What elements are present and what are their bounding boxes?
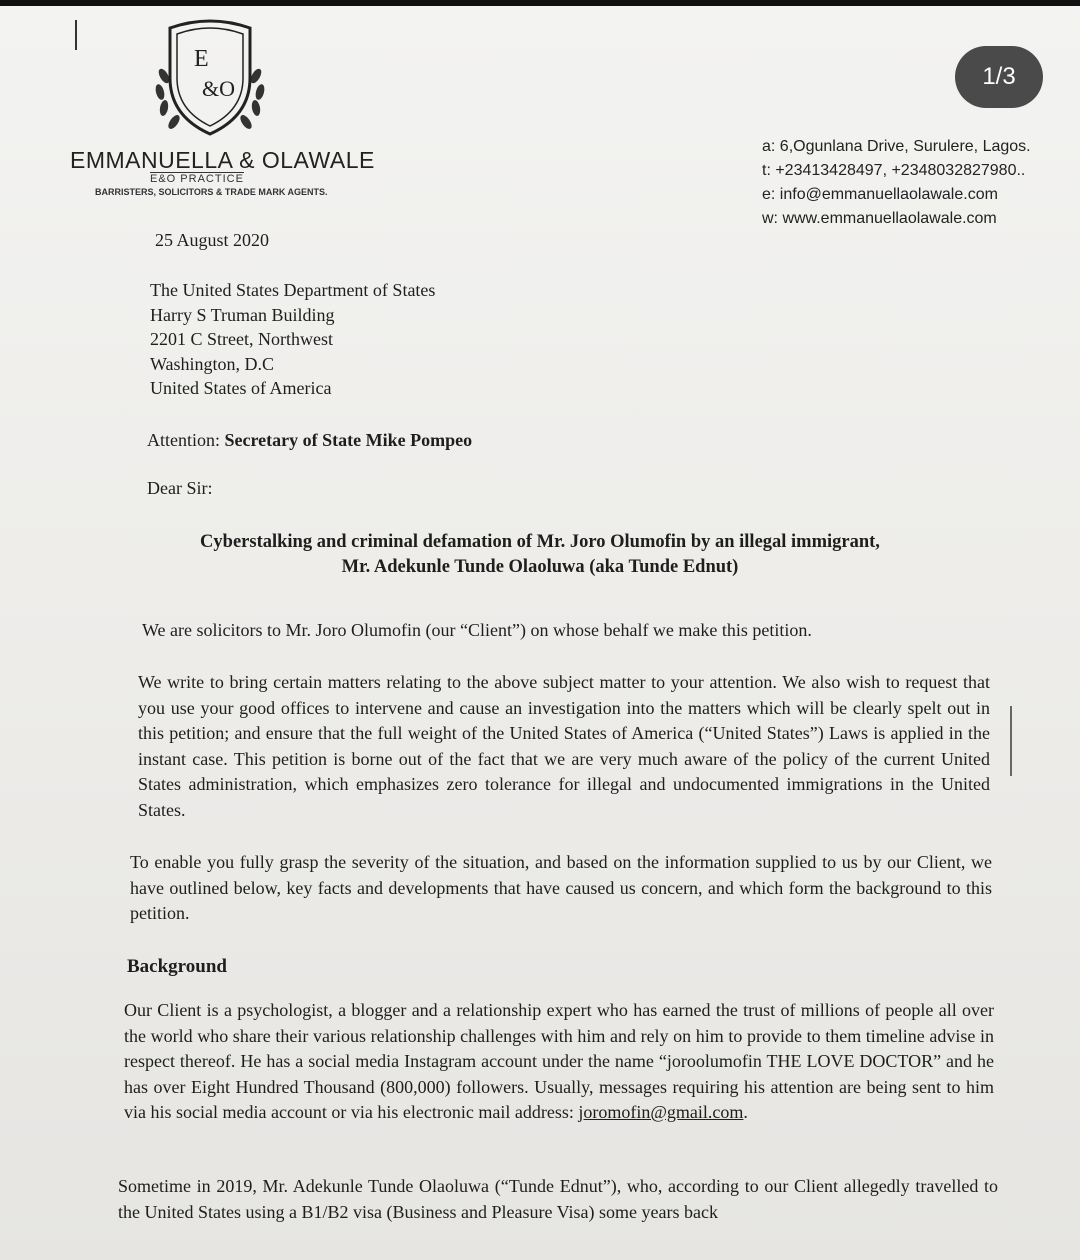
paragraph-background	[124, 998, 994, 1126]
firm-name: EMMANUELLA & OLAWALE	[70, 147, 375, 173]
contact-website: w: www.emmanuellaolawale.com	[762, 210, 997, 227]
salutation: Dear Sir:	[147, 478, 213, 498]
letter-date: 25 August 2020	[155, 230, 270, 250]
address-line: United States of America	[150, 378, 332, 398]
subject-line: Mr. Adekunle Tunde Olaoluwa (aka Tunde Ednut)	[341, 557, 739, 577]
firm-tagline: BARRISTERS, SOLICITORS & TRADE MARK AGENTS.	[95, 187, 328, 197]
attention-name: Secretary of State Mike Pompeo	[224, 430, 473, 450]
contact-block	[762, 135, 1031, 231]
attention-label: Attention:	[147, 430, 225, 450]
client-email-link[interactable]: joromofin@gmail.com	[578, 1102, 744, 1122]
edge-mark	[75, 20, 77, 50]
firm-crest-logo	[150, 8, 270, 143]
contact-address: a: 6,Ogunlana Drive, Surulere, Lagos.	[762, 138, 1031, 155]
attention-line	[147, 430, 472, 451]
paragraph-outline: To enable you fully grasp the severity of the situation, and based on the information supplied to us by our Client, we have outlined below, key facts and developments that have caused us concern, and which form the background to this petition.	[130, 852, 992, 923]
paragraph-sometime: Sometime in 2019, Mr. Adekunle Tunde Olaoluwa (“Tunde Ednut”), who, according to our Client allegedly travelled to the United States using a B1/B2 visa (Business and Pleasure Visa) some years back	[118, 1176, 998, 1222]
margin-mark	[1010, 706, 1012, 776]
subject-heading	[100, 530, 980, 580]
paragraph-intro: We are solicitors to Mr. Joro Olumofin (our “Client”) on whose behalf we make this petition.	[142, 620, 812, 640]
address-line: Harry S Truman Building	[150, 304, 335, 325]
svg-text:&O: &O	[202, 76, 235, 101]
address-line: 2201 C Street, Northwest	[150, 329, 333, 349]
address-line: Washington, D.C	[150, 353, 275, 374]
contact-email: e: info@emmanuellaolawale.com	[762, 186, 998, 203]
background-heading: Background	[127, 956, 227, 977]
background-end: .	[743, 1102, 748, 1122]
paragraph-purpose: We write to bring certain matters relating to the above subject matter to your attention. We also wish to request that you use your good offices to intervene and cause an investigation into the matters which will be clearly spelt out in this petition; and ensure that the full weight of the United States of America (“United States”) Laws is applied in the instant case. This petition is borne out of the fact that we are very much aware of the policy of the current United States administration, which emphasizes zero tolerance for illegal and undocumented immigrations in the United States.	[138, 672, 990, 820]
page-indicator[interactable]: 1/3	[955, 46, 1043, 108]
address-line: The United States Department of States	[150, 280, 436, 300]
subject-line: Cyberstalking and criminal defamation of Mr. Joro Olumofin by an illegal immigrant,	[200, 532, 880, 552]
svg-text:E: E	[194, 46, 209, 72]
recipient-address	[150, 278, 435, 401]
firm-practice: E&O PRACTICE	[150, 173, 244, 185]
contact-phone: t: +23413428497, +2348032827980..	[762, 162, 1026, 179]
background-text: Our Client is a psychologist, a blogger and a relationship expert who has earned the trust of millions of people all over the world who share their various relationship challenges with him and rely on him to provide to them timeline advise in respect thereof. He has a social media Instagram account under the name “joroolumofin THE LOVE DOCTOR” and he has over Eight Hundred Thousand (800,000) followers. Usually, messages requiring his attention are being sent to him via his social media account or via his electronic mail address:	[124, 1000, 994, 1122]
